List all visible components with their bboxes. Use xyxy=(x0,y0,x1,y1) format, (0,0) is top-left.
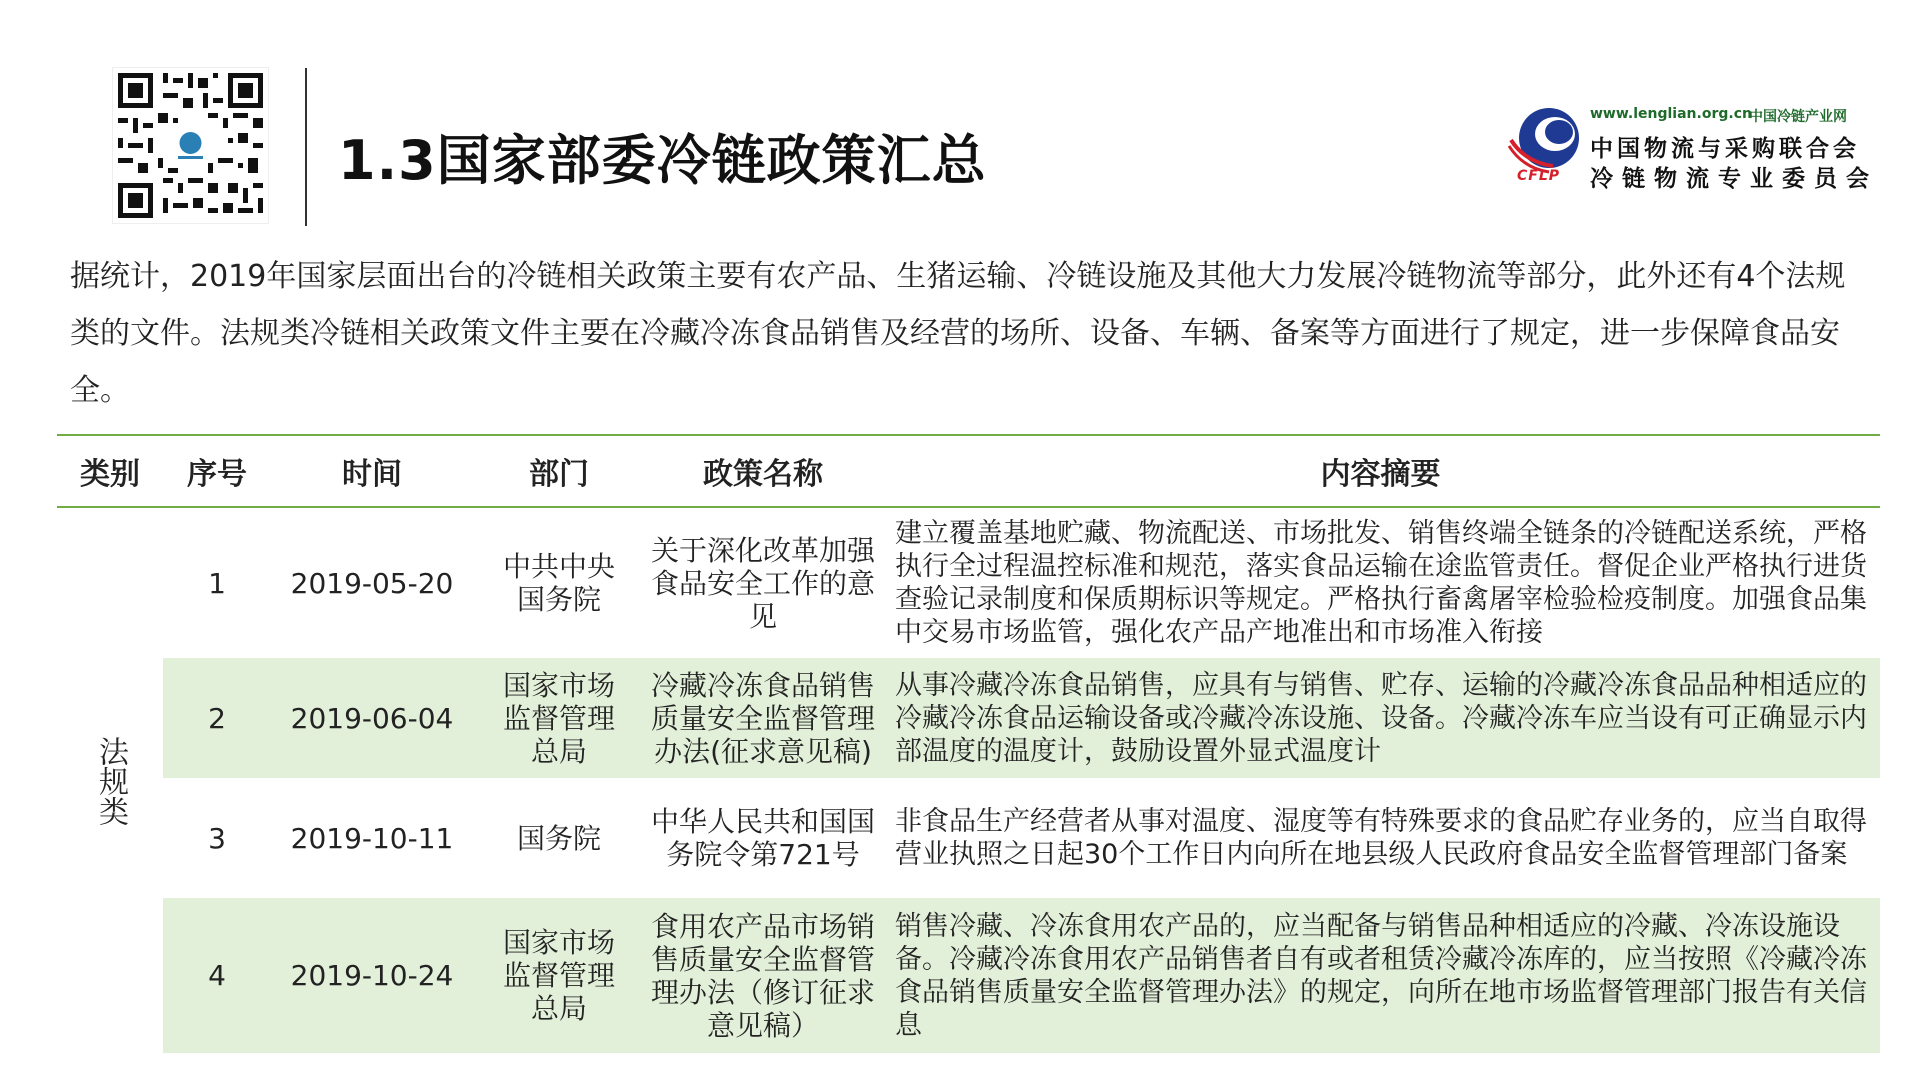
table-row xyxy=(57,507,1880,658)
cflp-logo xyxy=(1505,104,1878,194)
row-dept: 国务院 xyxy=(516,821,601,855)
qr-code-image xyxy=(113,68,268,223)
logo-site-name: 中国冷链产业网 xyxy=(1749,109,1847,125)
logo-url: www.lenglian.org.cn xyxy=(1590,106,1752,122)
table-row xyxy=(57,658,1880,778)
row-date: 2019-10-11 xyxy=(290,821,454,855)
row-summary: 建立覆盖基地贮藏、物流配送、市场批发、销售终端全链条的冷链配送系统，严格执行全过程温控标准和规范，落实食品运输在途监管责任。督促企业严格执行进货查验记录制度和保质期标识等规定。严格执行畜禽屠宰检验检疫制度。加强食品集中交易市场监管，强化农产品产地准出和市场准入衔接 xyxy=(895,518,1867,648)
row-date: 2019-10-24 xyxy=(271,898,473,1053)
row-date: 2019-06-04 xyxy=(271,658,473,778)
row-dept: 国家市场监督管理总局 xyxy=(473,658,645,778)
table-row xyxy=(57,778,1880,898)
row-no: 4 xyxy=(163,898,271,1053)
table-header-row xyxy=(57,435,1880,507)
row-summary: 销售冷藏、冷冻食用农产品的，应当配备与销售品种相适应的冷藏、冷冻设施设备。冷藏冷冻食用农产品销售者自有或者租赁冷藏冷冻库的，应当按照《冷藏冷冻食品销售质量安全监督管理办法》的规定，向所在地市场监督管理部门报告有关信息 xyxy=(881,898,1880,1053)
col-header-category: 类别 xyxy=(57,435,163,507)
intro-paragraph: 据统计，2019年国家层面出台的冷链相关政策主要有农产品、生猪运输、冷链设施及其他大力发展冷链物流等部分，此外还有4个法规类的文件。法规类冷链相关政策文件主要在冷藏冷冻食品销售及经营的场所、设备、车辆、备案等方面进行了规定，进一步保障食品安全。 xyxy=(70,259,1846,408)
row-no: 2 xyxy=(163,658,271,778)
page-title: 1.3国家部委冷链政策汇总 xyxy=(338,129,987,192)
row-dept: 国家市场监督管理总局 xyxy=(473,898,645,1053)
col-header-summary: 内容摘要 xyxy=(881,435,1880,507)
row-date: 2019-05-20 xyxy=(290,566,454,600)
policy-table xyxy=(57,434,1880,1053)
row-summary: 从事冷藏冷冻食品销售，应具有与销售、贮存、运输的冷藏冷冻食品品种相适应的冷藏冷冻食品运输设备或冷藏冷冻设施、设备。冷藏冷冻车应当设有可正确显示内部温度的温度计，鼓励设置外显式温度计 xyxy=(881,658,1880,778)
header-divider xyxy=(305,68,307,226)
row-dept: 中共中央 国务院 xyxy=(502,550,615,616)
col-header-dept: 部门 xyxy=(473,435,645,507)
row-summary: 非食品生产经营者从事对温度、湿度等有特殊要求的食品贮存业务的，应当自取得营业执照之日起30个工作日内向所在地县级人民政府食品安全监督管理部门备案 xyxy=(895,806,1867,870)
row-policy-name: 关于深化改革加强食品安全工作的意见 xyxy=(651,533,876,633)
col-header-policy-name: 政策名称 xyxy=(645,435,881,507)
row-no: 1 xyxy=(208,566,226,600)
row-policy-name: 食用农产品市场销售质量安全监督管理办法（修订征求意见稿） xyxy=(645,898,881,1053)
category-cell: 法规类 xyxy=(93,735,128,826)
table-row xyxy=(57,898,1880,1053)
col-header-date: 时间 xyxy=(271,435,473,507)
logo-org-line2: 冷链物流专业委员会 xyxy=(1590,166,1878,192)
row-policy-name: 冷藏冷冻食品销售质量安全监督管理办法(征求意见稿) xyxy=(645,658,881,778)
row-policy-name: 中华人民共和国国务院令第721号 xyxy=(651,805,876,871)
logo-abbr: CFLP xyxy=(1517,168,1561,184)
col-header-no: 序号 xyxy=(163,435,271,507)
row-no: 3 xyxy=(208,821,226,855)
logo-org-line1: 中国物流与采购联合会 xyxy=(1590,136,1860,162)
